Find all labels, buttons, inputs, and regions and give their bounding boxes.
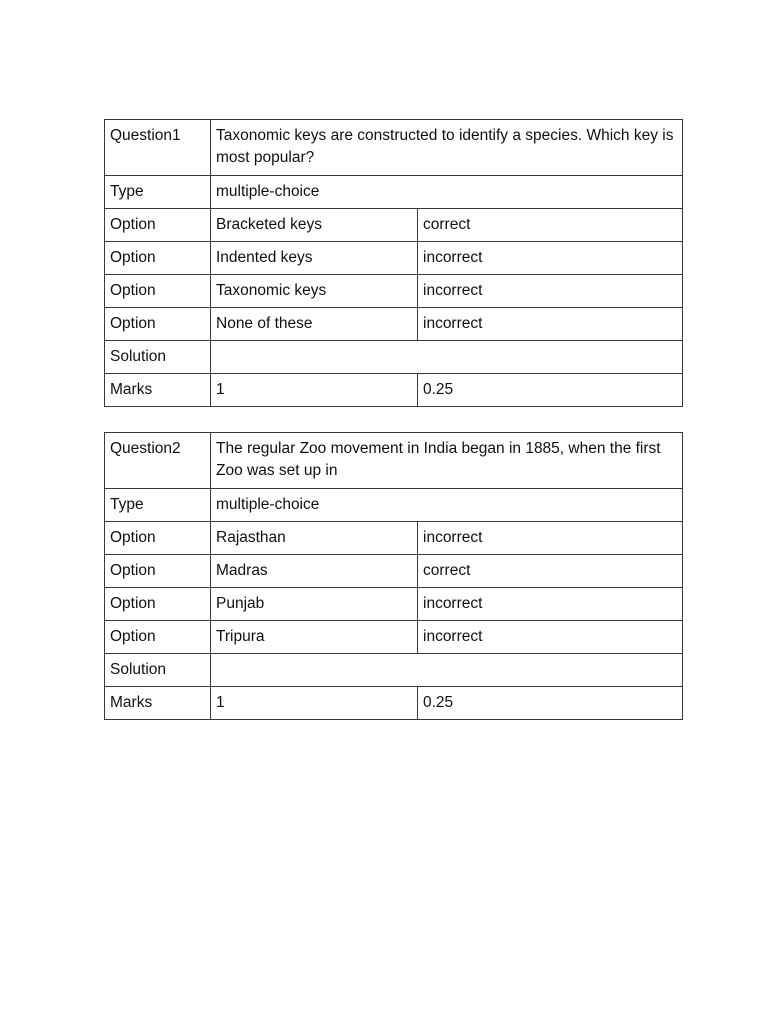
option-status: incorrect	[418, 275, 683, 308]
type-label: Type	[105, 489, 211, 522]
question-label: Question1	[105, 120, 211, 176]
option-label: Option	[105, 555, 211, 588]
option-text: Tripura	[211, 621, 418, 654]
question-label: Question2	[105, 433, 211, 489]
option-row	[105, 308, 683, 341]
solution-row	[105, 341, 683, 374]
question-text: The regular Zoo movement in India began in 1885, when the first Zoo was set up in	[211, 433, 683, 489]
solution-value	[211, 341, 683, 374]
marks-negative: 0.25	[418, 374, 683, 407]
option-row	[105, 242, 683, 275]
marks-row	[105, 374, 683, 407]
question-table-2	[104, 432, 683, 720]
option-row	[105, 621, 683, 654]
option-row	[105, 588, 683, 621]
option-label: Option	[105, 522, 211, 555]
option-label: Option	[105, 588, 211, 621]
solution-value	[211, 654, 683, 687]
solution-label: Solution	[105, 341, 211, 374]
option-text: Indented keys	[211, 242, 418, 275]
option-row	[105, 209, 683, 242]
option-text: Bracketed keys	[211, 209, 418, 242]
type-row	[105, 489, 683, 522]
type-row	[105, 176, 683, 209]
option-row	[105, 275, 683, 308]
type-value: multiple-choice	[211, 176, 683, 209]
option-label: Option	[105, 275, 211, 308]
option-text: Rajasthan	[211, 522, 418, 555]
marks-label: Marks	[105, 374, 211, 407]
option-text: Taxonomic keys	[211, 275, 418, 308]
question-text: Taxonomic keys are constructed to identify a species. Which key is most popular?	[211, 120, 683, 176]
option-label: Option	[105, 621, 211, 654]
option-status: correct	[418, 555, 683, 588]
option-text: Punjab	[211, 588, 418, 621]
option-status: incorrect	[418, 588, 683, 621]
question-row	[105, 433, 683, 489]
option-label: Option	[105, 209, 211, 242]
option-label: Option	[105, 242, 211, 275]
solution-label: Solution	[105, 654, 211, 687]
option-text: None of these	[211, 308, 418, 341]
marks-row	[105, 687, 683, 720]
option-status: incorrect	[418, 621, 683, 654]
question-table-1	[104, 119, 683, 407]
solution-row	[105, 654, 683, 687]
type-label: Type	[105, 176, 211, 209]
option-status: incorrect	[418, 308, 683, 341]
option-row	[105, 555, 683, 588]
question-row	[105, 120, 683, 176]
option-status: incorrect	[418, 242, 683, 275]
marks-label: Marks	[105, 687, 211, 720]
option-label: Option	[105, 308, 211, 341]
option-text: Madras	[211, 555, 418, 588]
option-status: incorrect	[418, 522, 683, 555]
marks-negative: 0.25	[418, 687, 683, 720]
option-status: correct	[418, 209, 683, 242]
marks-positive: 1	[211, 687, 418, 720]
option-row	[105, 522, 683, 555]
marks-positive: 1	[211, 374, 418, 407]
type-value: multiple-choice	[211, 489, 683, 522]
